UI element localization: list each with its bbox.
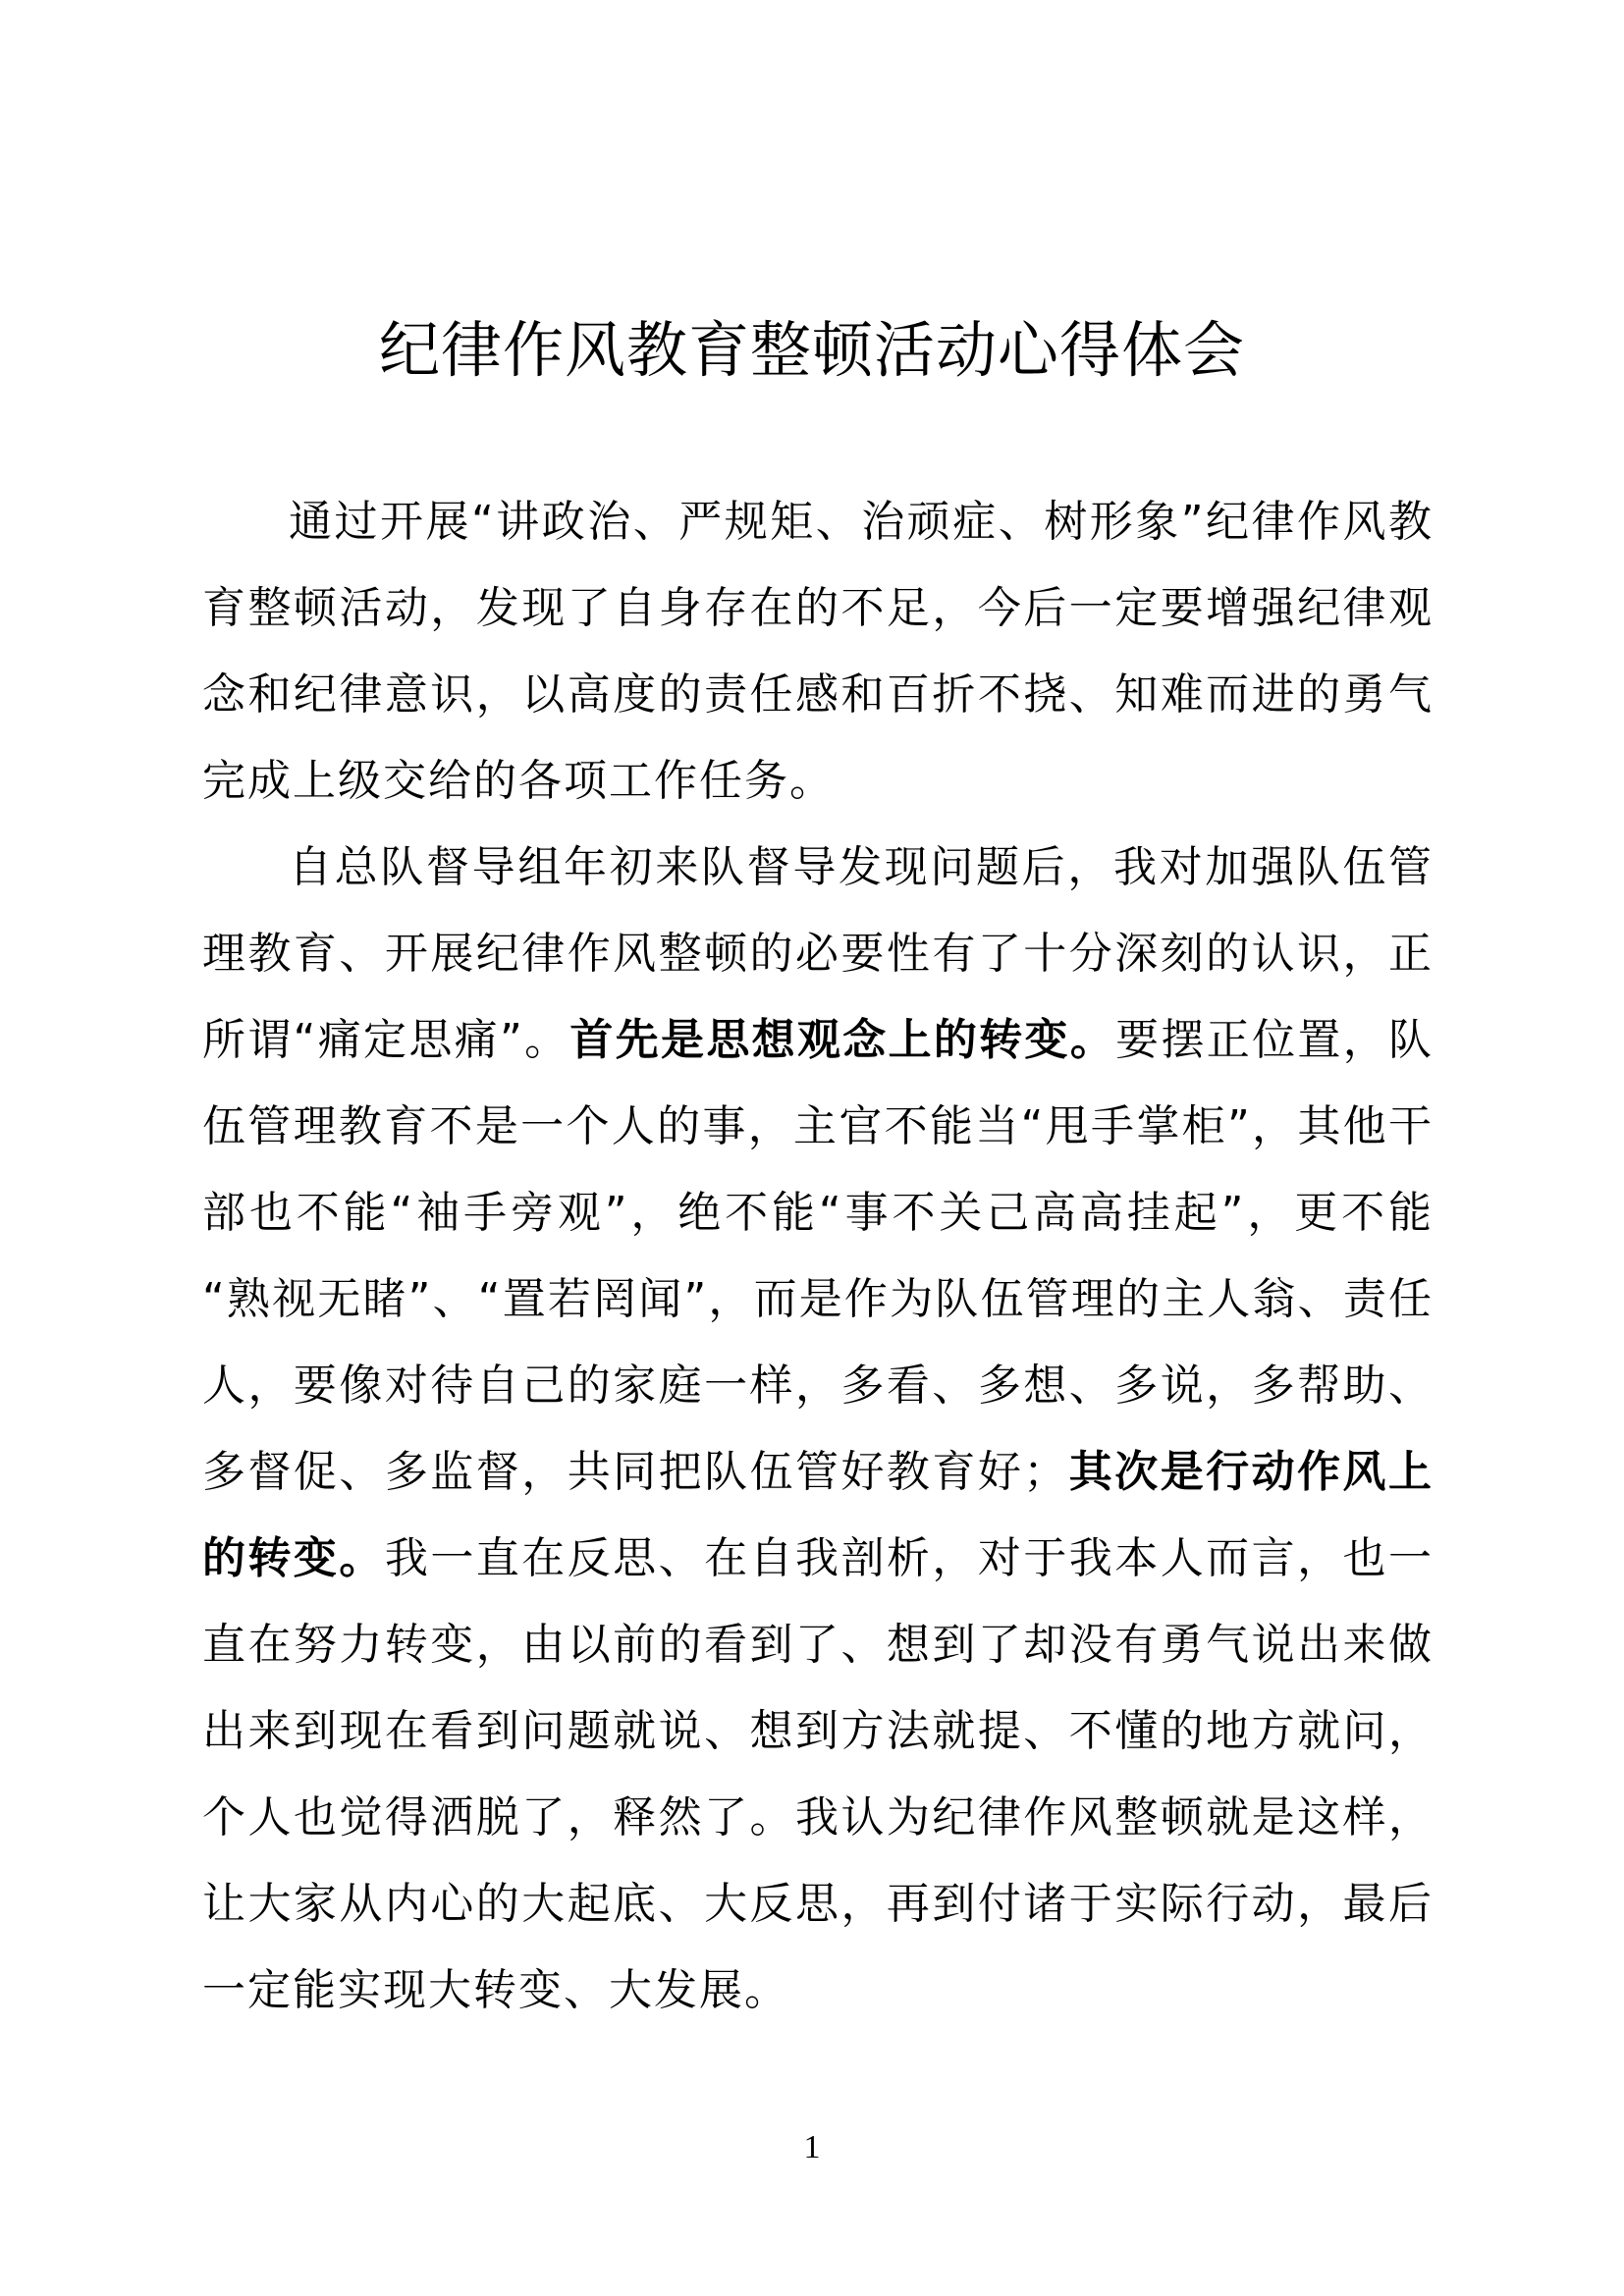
paragraph-1-text: 通过开展“讲政治、严规矩、治顽症、树形象”纪律作风教育整顿活动，发现了自身存在的不足，今后一定要增强纪律观念和纪律意识，以高度的责任感和百折不挠、知难而进的勇气完成上级交给的各项工作任务。 [202, 497, 1434, 806]
document-title: 纪律作风教育整顿活动心得体会 [378, 314, 1245, 386]
paragraph-2 [202, 825, 1434, 2034]
paragraph-2-emphasis-first: 首先是思想观念上的转变。 [569, 1015, 1116, 1065]
paragraph-1 [202, 479, 1434, 825]
page-number: 1 [803, 2129, 821, 2165]
paragraph-2-emphasis-second: 其次是行动作风上的转变。 [202, 1447, 1435, 1583]
paragraph-2-conclusion: 我一直在反思、在自我剖析，对于我本人而言，也一直在努力转变，由以前的看到了、想到了却没有勇气说出来做出来到现在看到问题就说、想到方法就提、不懂的地方就问，个人也觉得洒脱了，释然了。我认为纪律作风整顿就是这样，让大家从内心的大起底、大反思，再到付诸于实际行动，最后一定能实现大转变、大发展。 [202, 1533, 1435, 2015]
document-body [202, 479, 1434, 2034]
paragraph-2-middle: 要摆正位置，队伍管理教育不是一个人的事，主官不能当“甩手掌柜”，其他干部也不能“袖手旁观”，绝不能“事不关己高高挂起”，更不能 “熟视无睹”、“置若罔闻”，而是作为队伍管理的主人翁、责任人，要像对待自己的家庭一样，多看、多想、多说，多帮助、多督促、多监督，共同把队伍管好教育好； [202, 1015, 1435, 1497]
paragraph-2-intro: 自总队督导组年初来队督导发现问题后，我对加强队伍管理教育、开展纪律作风整顿的必要性有了十分深刻的认识，正所谓“痛定思痛”。 [202, 842, 1434, 1065]
